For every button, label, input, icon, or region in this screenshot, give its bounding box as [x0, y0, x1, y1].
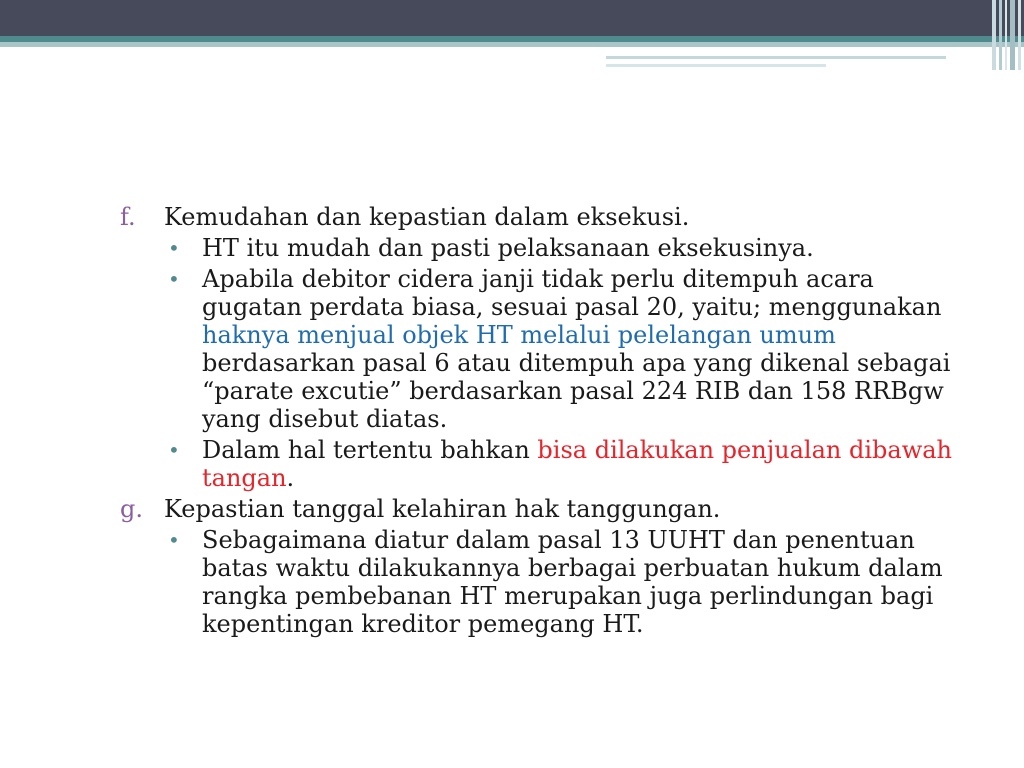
outline-item: [120, 203, 970, 231]
outline-item-marker: g.: [120, 495, 143, 523]
bullet-dot-icon: •: [168, 438, 180, 462]
outline-item-marker: f.: [120, 203, 136, 231]
bullet-text-segment: Dalam hal tertentu bahkan: [202, 436, 538, 464]
bullet-item: [164, 265, 970, 433]
header-band: [0, 0, 1024, 36]
corner-decor-bar: [1018, 0, 1021, 70]
bullet-text: [202, 234, 970, 262]
bullet-dot-icon: •: [168, 267, 180, 291]
bullet-text-segment: HT itu mudah dan pasti pelaksanaan eksekusinya.: [202, 234, 814, 262]
bullet-item: [164, 234, 970, 262]
outline-item: [120, 495, 970, 523]
outline-item-heading: Kepastian tanggal kelahiran hak tanggungan.: [164, 495, 721, 523]
highlighted-text: haknya menjual objek HT melalui pelelangan umum: [202, 321, 836, 349]
bullet-item: [164, 436, 970, 492]
bullet-text: [202, 265, 970, 433]
header-light-rule: [0, 42, 1024, 47]
bullet-text-segment: .: [286, 464, 295, 492]
outline-item-heading: Kemudahan dan kepastian dalam eksekusi.: [164, 203, 690, 231]
corner-decor-bar: [992, 0, 996, 70]
header-accent-line: [606, 56, 946, 59]
slide-body: [120, 203, 970, 641]
bullet-item: [164, 526, 970, 638]
bullet-text: [202, 526, 970, 638]
bullet-text-segment: berdasarkan pasal 6 atau ditempuh apa yang dikenal sebagai “parate excutie” berdasarkan pasal 224 RIB dan 158 RRBgw yang disebut diatas.: [202, 349, 951, 433]
header-accent-line: [606, 64, 826, 67]
highlighted-text: bisa dilakukan penjualan dibawah tangan: [202, 436, 952, 492]
corner-decor-bar: [1005, 0, 1007, 70]
bullet-text-segment: Sebagaimana diatur dalam pasal 13 UUHT dan penentuan batas waktu dilakukannya berbagai perbuatan hukum dalam rangka pembebanan HT merupakan juga perlindungan bagi kepentingan kreditor pemegang HT.: [202, 526, 943, 638]
bullet-text: [202, 436, 970, 492]
bullet-text-segment: Apabila debitor cidera janji tidak perlu ditempuh acara gugatan perdata biasa, sesuai pasal 20, yaitu; menggunakan: [202, 265, 942, 321]
corner-decor-bar: [999, 0, 1002, 70]
corner-decor-bar: [1010, 0, 1015, 70]
bullet-dot-icon: •: [168, 236, 180, 260]
bullet-dot-icon: •: [168, 528, 180, 552]
